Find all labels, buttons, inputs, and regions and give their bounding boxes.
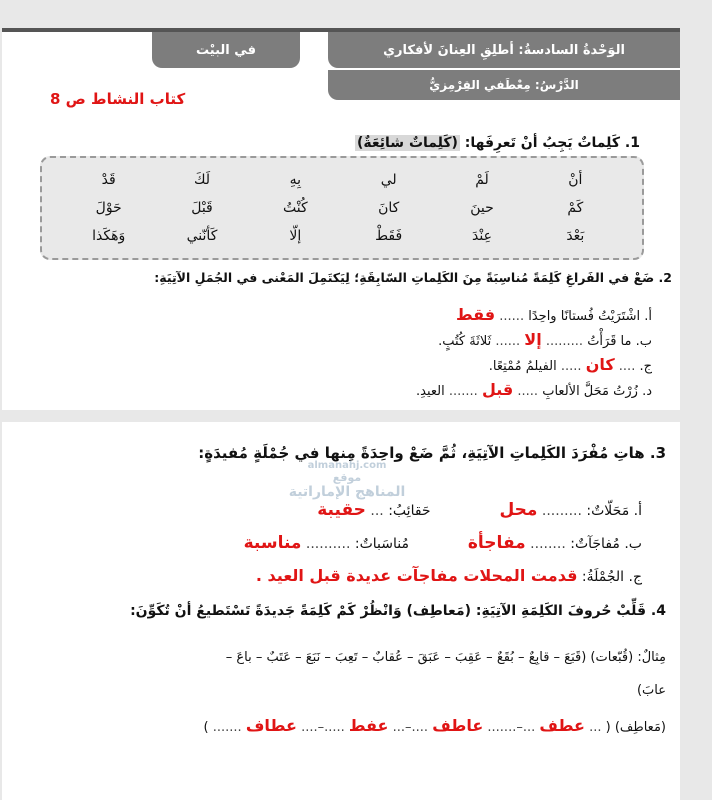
q2-item-after: العيدِ. [416, 384, 445, 399]
q3-row-b [244, 533, 642, 553]
q4-prefix: (مَعاطِف) ( [605, 720, 666, 735]
q2-text: ضَعْ في الفَراغِ كَلِمَةً مُناسِبَةً مِنَ الكَلِماتِ السّابِقَةِ؛ لِيَكتَمِلَ المَعْنى في الجُمَلِ الآتِيَةِ: [154, 270, 655, 285]
common-word: عِنْدَ [472, 228, 492, 244]
q3-answer: محل [499, 500, 538, 520]
watermark-site: موقع [332, 471, 362, 484]
common-word: كَمْ [567, 200, 584, 216]
common-words-grid [62, 166, 622, 250]
q1-number: 1. [624, 135, 640, 151]
q4-answer: عاطف [432, 716, 484, 735]
q2-item-d [416, 380, 652, 399]
q3-label: ب. [624, 536, 642, 552]
q2-item-label: أ. [644, 309, 652, 324]
lesson-title-tab [328, 70, 680, 100]
q2-answer: إلا [524, 330, 542, 349]
q2-answer: فقط [456, 305, 496, 324]
common-word: قَدْ [101, 172, 116, 188]
q4-blank: .....–.... [301, 720, 345, 735]
q2-blank: ......... [545, 334, 584, 349]
q3-word: مُناسَباتٌ: [354, 536, 409, 552]
q2-item-b [438, 330, 652, 349]
q2-item-label: ب. [635, 334, 652, 349]
q2-number: 2. [658, 270, 672, 285]
q2-blank: ...... [499, 309, 525, 324]
q3-number: 3. [649, 444, 666, 462]
q3-blank: ......... [541, 503, 582, 519]
common-word: لَمْ [475, 172, 489, 188]
common-word: بِهِ [289, 172, 302, 188]
q2-answer: قبل [481, 380, 514, 399]
common-words-box [40, 156, 644, 260]
watermark-name: المناهج الإماراتية [288, 484, 406, 500]
common-word: أنْ [568, 172, 583, 188]
common-word: إلّا [289, 228, 302, 244]
common-word: حَوْلَ [95, 200, 122, 216]
watermark [282, 460, 412, 500]
q3-sentence-answer: قدمت المحلات مفاجآت عديدة قبل العيد . [255, 566, 578, 585]
q1-text: كَلِماتٌ يَجِبُ أنْ تَعرِفَها: [464, 135, 621, 151]
q3-blank: ... [370, 503, 384, 519]
q2-item-label: ج. [639, 359, 652, 374]
q2-heading [154, 270, 672, 285]
q3-answer: مفاجأة [467, 533, 526, 553]
common-word: فَقَطْ [375, 228, 403, 244]
q4-number: 4. [650, 603, 666, 619]
common-word: حينَ [470, 200, 494, 216]
q3-blank: .......... [305, 536, 351, 552]
unit-title: الوَحْدةُ السادسةُ: أطلِقِ العِنانَ لأفكاري [383, 42, 625, 58]
home-label: في البيْت [196, 42, 256, 58]
watermark-url: almanahj.com [307, 460, 387, 471]
q2-blank: ...... [495, 334, 521, 349]
activity-book-ref: كتاب النشاط ص 8 [50, 90, 186, 108]
q2-item-after: الفيلمُ مُمْتِعًا. [488, 359, 557, 374]
common-word: قَبْلَ [191, 200, 213, 216]
q4-blank: ... [589, 720, 602, 735]
q4-answer: عطاف [245, 716, 297, 735]
q3-label: أ. [633, 503, 642, 519]
q2-item-before: زُرْتُ مَحَلَّ الألعابِ [542, 384, 638, 399]
q3-word: مُفاجَآتٌ: [570, 536, 620, 552]
q2-item-after: ثَلاثَةَ كُتُبٍ. [438, 334, 492, 349]
common-word: كُنْتُ [283, 200, 308, 216]
lesson-title: الدَّرْسُ: مِعْطَفي القِرْمِزيُّ [429, 78, 579, 92]
common-word: كانَ [378, 200, 400, 216]
q2-item-before: ما قَرَأْتُ [587, 334, 632, 349]
q3-answer: مناسبة [243, 533, 302, 553]
q1-highlight: (كَلِماتٌ شائِعَةٌ) [357, 135, 458, 151]
q3-label: ج. [628, 569, 642, 585]
q3-blank: ........ [530, 536, 566, 552]
q3-word: حَقائِبُ: [388, 503, 431, 519]
q3-heading [198, 444, 666, 462]
common-word: وَهَكَذا [92, 228, 126, 244]
q4-answer: عطف [539, 716, 585, 735]
q1-heading [355, 135, 640, 151]
common-word: كَأنّني [186, 228, 218, 244]
q2-item-label: د. [642, 384, 652, 399]
q4-blank: ....–... [392, 720, 429, 735]
q3-word: الجُمْلَةُ: [581, 569, 625, 585]
q2-blank: ..... [517, 384, 539, 399]
q2-blank: ....... [448, 384, 478, 399]
q4-example-line2: عابَ) [636, 683, 666, 698]
q4-blank: ....... [212, 720, 242, 735]
q4-example-line1: مِثالٌ: (قُبّعات) (قَبَعَ – قابِعٌ – بُقَعٌ – عَقِبَ – عَبَقَ – عُقابٌ – تَعِبَ – نَبَعَ – عَتَبٌ – باعَ – [225, 650, 666, 665]
unit-title-tab [328, 32, 680, 68]
q4-text: قَلِّبْ حُروفَ الكَلِمَةِ الآتِيَةِ: (مَعاطِف) وَانْظُرْ كَمْ كَلِمَةً جَديدَةً تَسْتَطيعُ أنْ تُكَوِّنَ: [130, 603, 647, 619]
q4-suffix: ) [203, 720, 209, 735]
q3-text: هاتِ مُفْرَدَ الكَلِماتِ الآتِيَةِ، ثُمَّ ضَعْ واحِدَةً مِنها في جُمْلَةٍ مُفيدَةٍ: [198, 444, 645, 462]
q4-blank: ...–....... [487, 720, 536, 735]
q2-blank: .... [618, 359, 636, 374]
common-word: بَعْدَ [566, 228, 585, 244]
q3-row-c [256, 566, 642, 585]
q3-row-a [317, 500, 642, 520]
q4-answer-line [204, 716, 666, 735]
q3-word: مَحَلّاتٌ: [586, 503, 630, 519]
q2-blank: ..... [560, 359, 582, 374]
q2-answer: كان [585, 355, 615, 374]
q2-item-before: اشْتَرَيْتُ فُستانًا واحِدًا [528, 309, 641, 324]
q2-item-c [489, 355, 652, 374]
q2-item-a [456, 305, 652, 324]
q4-answer: عفط [348, 716, 389, 735]
home-tab [152, 32, 300, 68]
common-word: لَكَ [193, 172, 211, 188]
common-word: لي [380, 172, 397, 188]
q3-answer: حقيبة [317, 500, 366, 520]
q4-heading [130, 603, 666, 619]
